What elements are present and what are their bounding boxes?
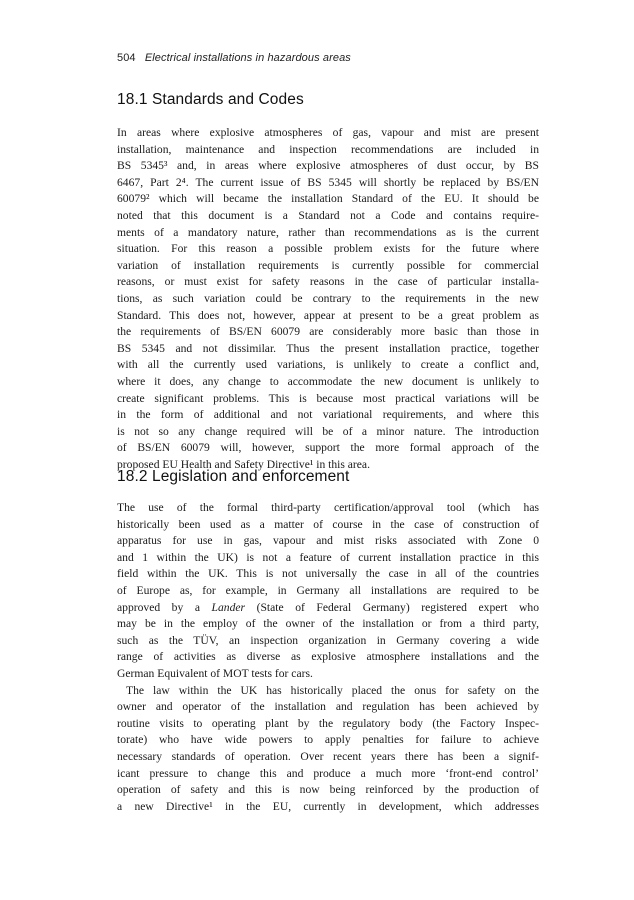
text-line: reasons, or must exist for safety reasons in the case of particular installa- [117, 275, 539, 289]
text-line: 6467, Part 2⁴. The current issue of BS 5345 will shortly be replaced by BS/EN [117, 175, 539, 189]
text-line: proposed EU Health and Safety Directive¹ in this area. [117, 457, 370, 471]
text-line: may be in the employ of the owner of the installation or from a third party, [117, 617, 539, 631]
text-line: German Equivalent of MOT tests for cars. [117, 666, 313, 680]
text-line: icant pressure to change this and produce a much more ‘front-end control’ [117, 766, 539, 780]
text-line: ments of a mandatory nature, rather than recommendations as is the current [117, 225, 539, 239]
text-line: operation of safety and this is now being reinforced by the production of [117, 783, 539, 797]
text-line: range of activities as diverse as explosive atmosphere installations and the [117, 650, 539, 664]
text-line: The use of the formal third-party certification/approval tool (which has [117, 501, 539, 514]
section-heading-legislation: 18.2 Legislation and enforcement [117, 468, 350, 485]
section-body-standards [117, 125, 539, 473]
text-line: field within the UK. This is not universally the case in all of the countries [117, 567, 539, 581]
text-line: variation of installation requirements is currently possible for commercial [117, 258, 539, 272]
text-segment: approved by a [117, 600, 200, 614]
italic-term-lander: Lander [211, 600, 246, 614]
section-body-legislation [117, 500, 539, 815]
text-line: in the form of additional and not variational requirements, and where this [117, 408, 539, 422]
text-line: apparatus for use in gas, vapour and mist risks associated with Zone 0 [117, 534, 539, 548]
page-number: 504 [117, 52, 136, 64]
running-title: Electrical installations in hazardous areas [144, 52, 351, 64]
text-line: and 1 within the UK) is not a feature of current installation practice in this [117, 550, 539, 564]
text-line: torate) who have wide powers to apply penalties for failure to achieve [117, 733, 539, 747]
text-line: a new Directive¹ in the EU, currently in development, which addresses [117, 799, 539, 813]
text-line: where it does, any change to accommodate the new document is unlikely to [117, 374, 539, 388]
text-line: such as the TÜV, an inspection organization in Germany covering a wide [117, 633, 539, 647]
text-line: historically been used as a matter of course in the case of construction of [117, 517, 539, 531]
text-line: of Europe as, for example, in Germany all installations are required to be [117, 583, 539, 597]
text-line: BS 5345 and not dissimilar. Thus the present installation practice, together [117, 341, 539, 355]
text-line: installation, maintenance and inspection recommendations are included in [117, 142, 539, 156]
text-line: tions, as such variation could be contrary to the requirements in the new [117, 291, 539, 305]
text-segment: (State of Federal Germany) registered expert who [256, 600, 540, 614]
text-line: noted that this document is a Standard not a Code and contains require- [117, 208, 539, 222]
text-line-with-italic [117, 600, 539, 617]
text-line: 60079² which will became the installation Standard of the EU. It should be [117, 192, 539, 206]
text-line: The law within the UK has historically placed the onus for safety on the [126, 683, 539, 697]
text-line: with all the currently used variations, is unlikely to create a conflict and, [117, 358, 539, 372]
text-line: routine visits to operating plant by the regulatory body (the Factory Inspec- [117, 716, 539, 730]
text-line: of BS/EN 60079 will, however, support the more formal approach of the [117, 441, 539, 455]
running-header [117, 52, 351, 64]
text-line: situation. For this reason a possible problem exists for the future where [117, 242, 539, 256]
text-line: necessary standards of operation. Over recent years there has been a signif- [117, 749, 539, 763]
text-line: create significant problems. This is because most practical variations will be [117, 391, 539, 405]
text-line: the requirements of BS/EN 60079 are considerably more basic than those in [117, 325, 539, 339]
text-line: owner and operator of the installation and regulation has been achieved by [117, 700, 539, 714]
text-line: is not so any change required will be of a minor nature. The introduction [117, 424, 539, 438]
text-line: In areas where explosive atmospheres of gas, vapour and mist are present [117, 126, 539, 139]
text-line: Standard. This does not, however, appear at present to be a great problem as [117, 308, 539, 322]
text-line: BS 5345³ and, in areas where explosive atmospheres of dust occur, by BS [117, 159, 539, 173]
section-heading-standards: 18.1 Standards and Codes [117, 91, 304, 108]
